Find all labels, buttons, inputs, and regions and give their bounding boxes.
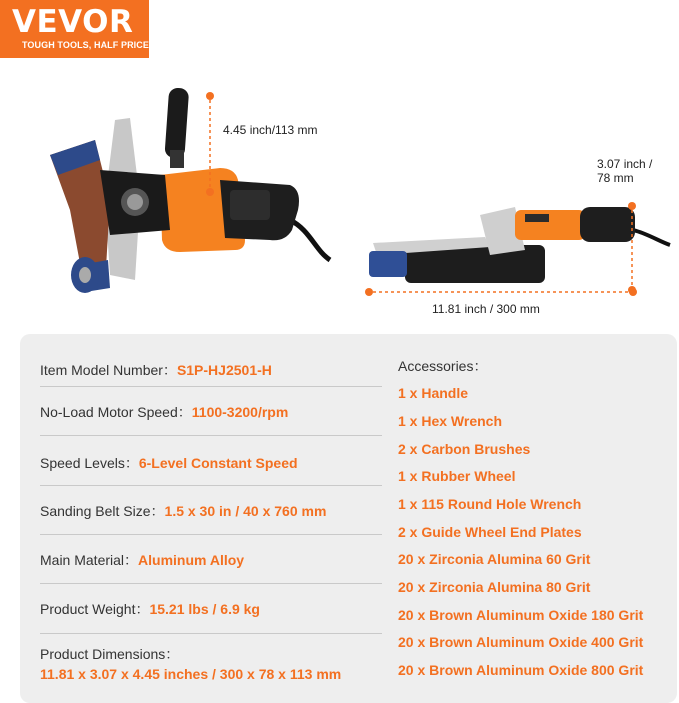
height-dimension-label: 4.45 inch/113 mm [223,123,318,137]
accessory-item: 1 x Rubber Wheel [398,468,516,484]
spec-motor-speed [40,402,382,422]
accessory-item: 2 x Carbon Brushes [398,441,531,457]
accessory-item: 1 x Hex Wrench [398,413,503,429]
accessory-item: 20 x Brown Aluminum Oxide 400 Grit [398,634,644,650]
spec-value: Aluminum Alloy [138,552,245,568]
accessory-item: 1 x Handle [398,385,469,401]
accessory-item: 20 x Zirconia Alumina 60 Grit [398,551,591,567]
spec-divider [40,435,382,436]
spec-label: Product Dimensions： [40,646,180,662]
spec-label: Speed Levels： [40,455,139,471]
length-dimension-marker [363,286,639,298]
specs-panel [20,334,677,703]
spec-label: Product Weight： [40,601,150,617]
spec-divider [40,633,382,634]
spec-belt-size [40,501,382,521]
length-dimension-label: 11.81 inch / 300 mm [432,302,540,316]
spec-divider [40,485,382,486]
spec-value: 1100-3200/rpm [191,404,289,420]
spec-divider [40,386,382,387]
spec-model-number [40,360,382,380]
spec-label: Item Model Number： [40,362,177,378]
accessory-item: 20 x Zirconia Alumina 80 Grit [398,579,591,595]
width-dimension-label-line2: 78 mm [597,171,634,185]
spec-label: Sanding Belt Size： [40,503,165,519]
spec-speed-levels [40,453,382,473]
accessory-item: 20 x Brown Aluminum Oxide 180 Grit [398,607,644,623]
accessory-item: 2 x Guide Wheel End Plates [398,524,582,540]
spec-value: 15.21 lbs / 6.9 kg [149,601,260,617]
brand-name: VEVOR [12,4,134,40]
vevor-logo [0,0,149,58]
spec-value: 6-Level Constant Speed [138,455,298,471]
spec-divider [40,534,382,535]
accessories-title: Accessories： [398,358,488,374]
accessory-item: 20 x Brown Aluminum Oxide 800 Grit [398,662,644,678]
height-dimension-marker [204,90,216,200]
spec-main-material [40,550,382,570]
brand-tagline: TOUGH TOOLS, HALF PRICE [22,40,149,50]
spec-value: S1P-HJ2501-H [176,362,272,378]
spec-label: Main Material： [40,552,139,568]
product-image-angled [40,80,340,300]
width-dimension-marker [626,200,638,298]
accessory-item: 1 x 115 Round Hole Wrench [398,496,582,512]
spec-value: 11.81 x 3.07 x 4.45 inches / 300 x 78 x 113 mm [40,666,342,682]
spec-product-weight [40,599,382,619]
width-dimension-label-line1: 3.07 inch / [597,157,653,171]
spec-value: 1.5 x 30 in / 40 x 760 mm [164,503,327,519]
spec-divider [40,583,382,584]
spec-product-dimensions [40,644,382,682]
spec-label: No-Load Motor Speed： [40,404,192,420]
